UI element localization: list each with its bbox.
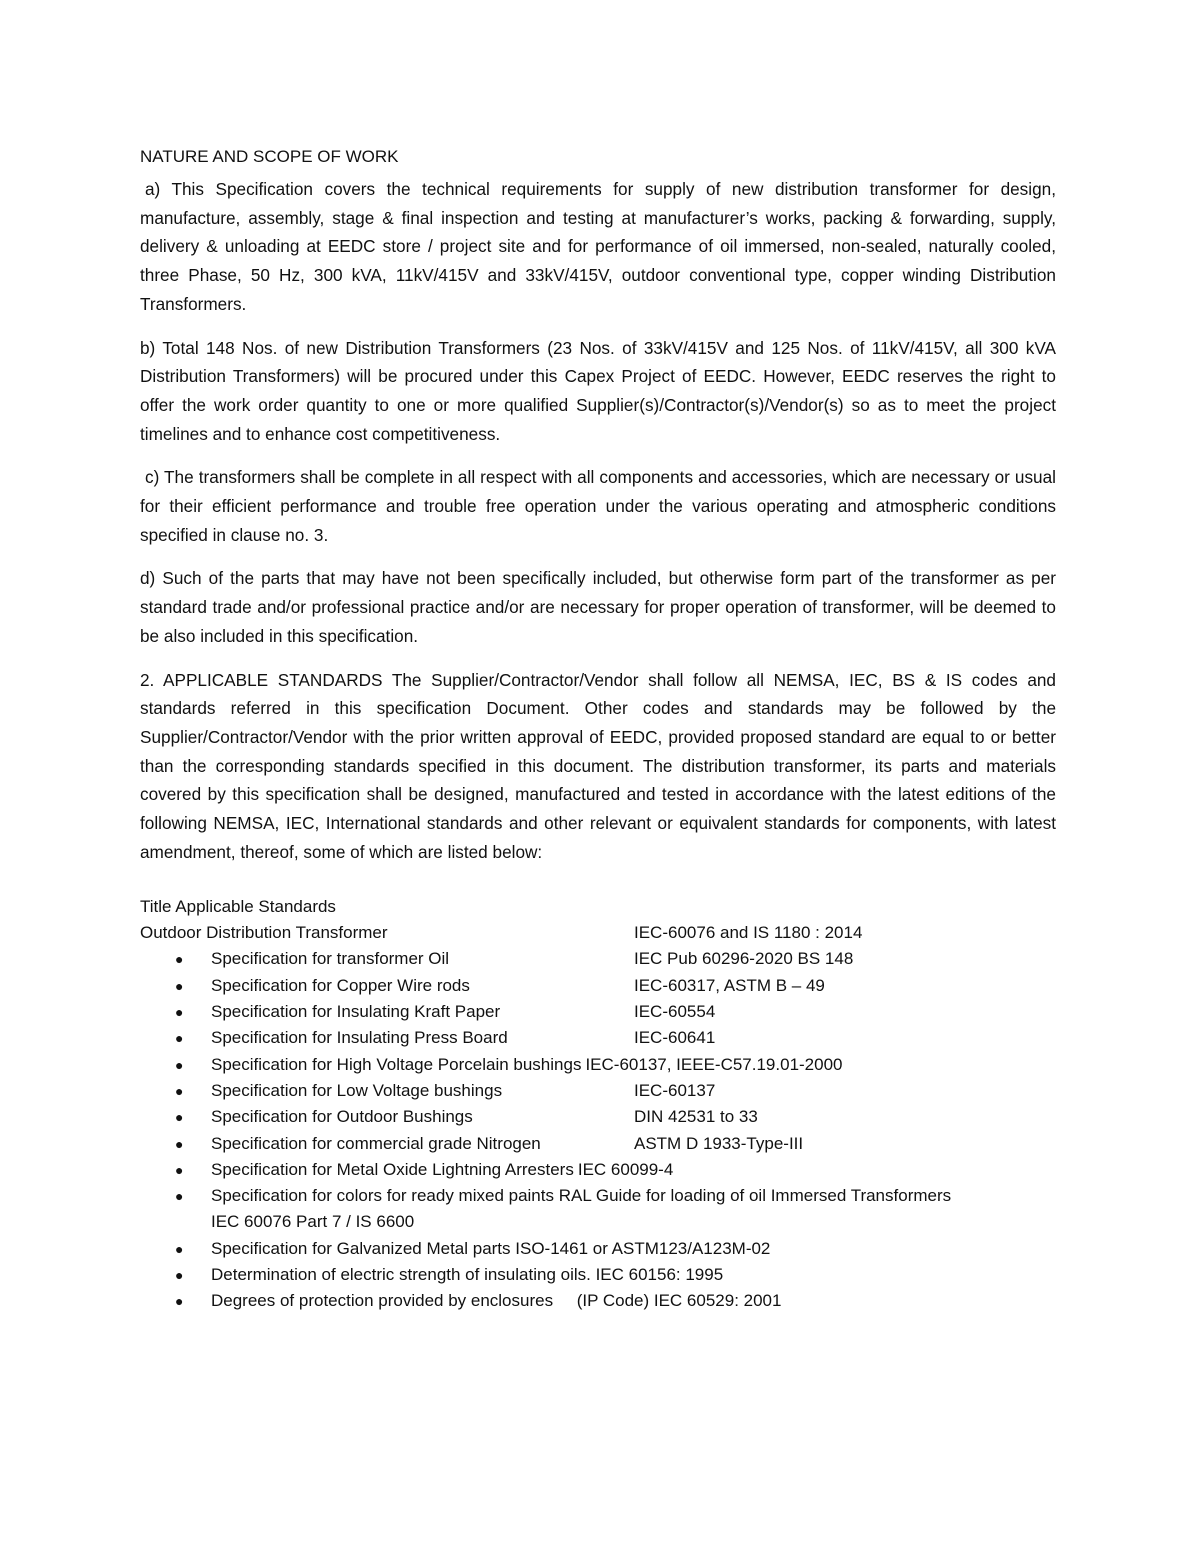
page-title: NATURE AND SCOPE OF WORK (140, 147, 399, 166)
list-item (140, 1078, 1056, 1104)
paragraph-applicable-standards: 2. APPLICABLE STANDARDS The Supplier/Contractor/Vendor shall follow all NEMSA, IEC, BS & IS codes and standards referred in this specification Document. Other codes and standards may be followed by the Supplier/Contractor/Vendor with the prior written approval of EEDC, provided proposed standard are equal to or better than the corresponding standards specified in this document. The distribution transformer, its parts and materials covered by this specification shall be designed, manufactured and tested in accordance with the latest editions of the following NEMSA, IEC, International standards and other relevant or equivalent standards for components, with latest amendment, thereof, some of which are listed below: (140, 669, 1056, 862)
paragraph-a: a) This Specification covers the technical requirements for supply of new distribution transformer for design, manufacture, assembly, stage & final inspection and testing at manufacturer’s works, packing & forwarding, supply, delivery & unloading at EEDC store / project site and for performance of oil immersed, non-sealed, naturally cooled, three Phase, 50 Hz, 300 kVA, 11kV/415V and 33kV/415V, outdoor conventional type, copper winding Distribution Transformers. (140, 179, 1056, 314)
standard-item-code: ASTM D 1933-Type-III (634, 1133, 804, 1153)
bullet-icon: ● (175, 1004, 184, 1021)
list-item (140, 1104, 1056, 1130)
standard-item-text: Specification for colors for ready mixed paints RAL Guide for loading of oil Immersed Transformers IEC 60076 Part 7 / IS 6600 (211, 1186, 952, 1232)
list-item (140, 1025, 1056, 1051)
bullet-icon: ● (175, 1109, 184, 1126)
bullet-icon: ● (175, 1082, 184, 1099)
standard-item-code: IEC-60641 (634, 1028, 716, 1048)
standard-item-name: Specification for Insulating Press Board (211, 1028, 508, 1048)
standard-item-code: IEC-60317, ASTM B – 49 (634, 975, 825, 995)
standard-item-name: Specification for High Voltage Porcelain bushings (211, 1054, 582, 1074)
list-item (140, 946, 1056, 972)
standard-item-code: IEC Pub 60296-2020 BS 148 (634, 949, 854, 969)
standard-item-code: IEC-60076 and IS 1180 : 2014 (634, 923, 863, 943)
bullet-icon: ● (175, 1135, 184, 1152)
list-item (140, 1183, 1056, 1236)
standard-item-text: Degrees of protection provided by enclosures (IP Code) IEC 60529: 2001 (211, 1291, 782, 1311)
bullet-icon: ● (175, 1267, 184, 1284)
bullet-icon: ● (175, 1056, 184, 1073)
bullet-icon: ● (175, 977, 184, 994)
list-item (140, 1236, 1056, 1262)
bullet-icon: ● (175, 1161, 184, 1178)
bullet-icon: ● (175, 1293, 184, 1310)
paragraph-b: b) Total 148 Nos. of new Distribution Transformers (23 Nos. of 33kV/415V and 125 Nos. of 11kV/415V, all 300 kVA Distribution Transformers) will be procured under this Capex Project of EEDC. However, EEDC reserves the right to offer the work order quantity to one or more qualified Supplier(s)/Contractor(s)/Vendor(s) so as to meet the project timelines and to enhance cost competitiveness. (140, 337, 1056, 444)
standard-item-name: Outdoor Distribution Transformer (140, 923, 388, 943)
document-page (140, 143, 1056, 1315)
standard-item-code: IEC-60137, IEEE-C57.19.01-2000 (585, 1054, 843, 1074)
list-item (140, 973, 1056, 999)
standard-item-name: Specification for Outdoor Bushings (211, 1107, 473, 1127)
list-item (140, 1288, 1056, 1314)
bullet-icon: ● (175, 951, 184, 968)
list-item (140, 1131, 1056, 1157)
bullet-icon: ● (175, 1240, 184, 1257)
bullet-icon: ● (175, 1188, 184, 1205)
standard-item-name: Specification for commercial grade Nitrogen (211, 1133, 541, 1153)
paragraph-c: c) The transformers shall be complete in all respect with all components and accessories, which are necessary or usual for their efficient performance and trouble free operation under the various operating and atmospheric conditions specified in clause no. 3. (140, 467, 1056, 545)
bullet-icon: ● (175, 1030, 184, 1047)
standards-table-title: Title Applicable Standards (140, 897, 336, 917)
standard-item-code: IEC-60554 (634, 1002, 716, 1022)
standard-item-name: Specification for Metal Oxide Lightning Arresters (211, 1159, 574, 1179)
standard-item-code: DIN 42531 to 33 (634, 1107, 758, 1127)
standard-item-text: Determination of electric strength of insulating oils. IEC 60156: 1995 (211, 1265, 724, 1285)
standard-item-code: IEC-60137 (634, 1080, 716, 1100)
standards-list (140, 946, 1056, 1314)
list-item (140, 999, 1056, 1025)
standard-item-name: Specification for Low Voltage bushings (211, 1080, 503, 1100)
standard-item-text: Specification for Galvanized Metal parts ISO-1461 or ASTM123/A123M-02 (211, 1238, 771, 1258)
list-item (140, 1262, 1056, 1288)
standard-item-name: Specification for Copper Wire rods (211, 975, 470, 995)
standard-item-name: Specification for transformer Oil (211, 949, 450, 969)
list-item (140, 1157, 1056, 1183)
standards-first-row (140, 920, 1056, 946)
paragraph-d: d) Such of the parts that may have not been specifically included, but otherwise form part of the transformer as per standard trade and/or professional practice and/or are necessary for proper operation of transformer, will be deemed to be also included in this specification. (140, 568, 1056, 646)
standard-item-name: Specification for Insulating Kraft Paper (211, 1002, 501, 1022)
list-item (140, 1052, 1056, 1078)
standard-item-code: IEC 60099-4 (577, 1159, 674, 1179)
